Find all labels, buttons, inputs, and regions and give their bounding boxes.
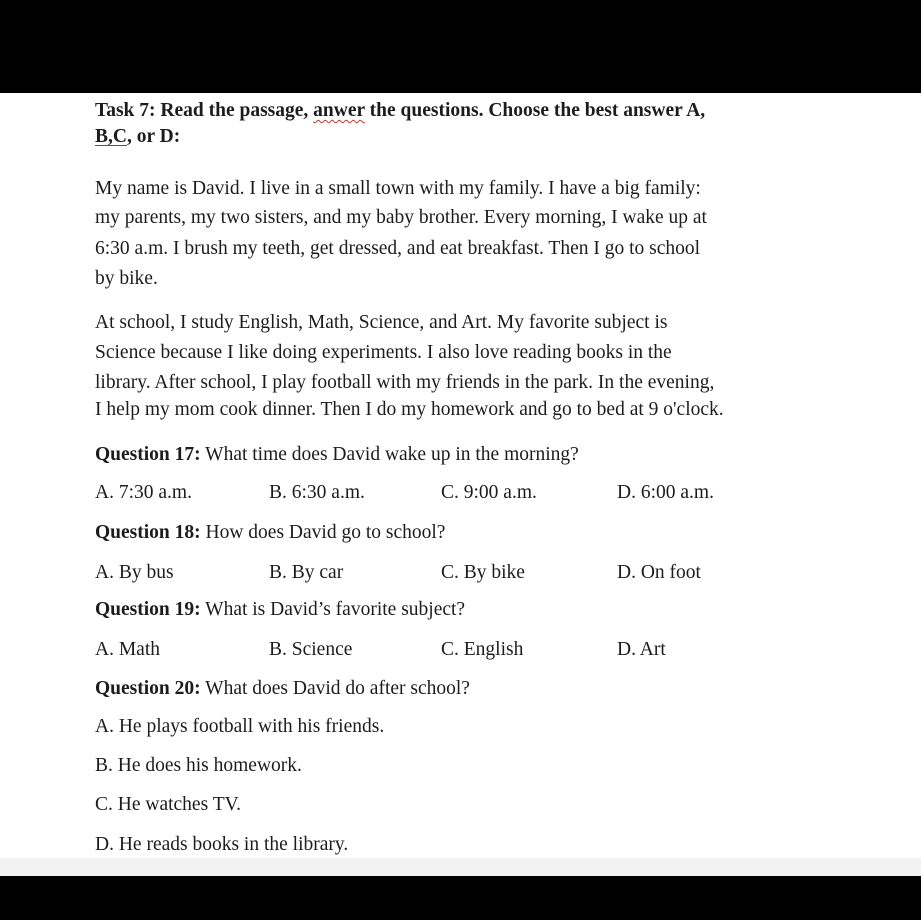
- question-19: [95, 598, 465, 622]
- q19-option-b: B. Science: [269, 639, 353, 660]
- q18-option-a: A. By bus: [95, 562, 174, 583]
- question-18: [95, 521, 445, 545]
- question-label: Question 17:: [95, 444, 201, 465]
- passage-p2-line: Science because I like doing experiments. I also love reading books in the: [95, 342, 672, 363]
- task-heading-line-1: [95, 99, 705, 123]
- question-label: Question 18:: [95, 522, 201, 543]
- page-bottom-strip: [0, 858, 921, 876]
- q19-option-a: A. Math: [95, 639, 160, 660]
- question-20: [95, 677, 470, 701]
- q20-option-c: C. He watches TV.: [95, 794, 242, 815]
- question-text: What is David’s favorite subject?: [200, 599, 466, 620]
- q18-option-d: D. On foot: [617, 562, 701, 583]
- passage-p2-line: At school, I study English, Math, Science, and Art. My favorite subject is: [95, 312, 668, 333]
- task-heading-text: Task 7: Read the passage,: [95, 100, 314, 121]
- task-heading-line-2: [95, 125, 180, 149]
- q19-option-c: C. English: [441, 639, 524, 660]
- q17-option-c: C. 9:00 a.m.: [441, 482, 537, 503]
- passage-p1-line: my parents, my two sisters, and my baby brother. Every morning, I wake up at: [95, 207, 707, 228]
- q20-option-a: A. He plays football with his friends.: [95, 716, 385, 737]
- question-text: What time does David wake up in the morning?: [200, 444, 579, 465]
- choices-underlined: B,C: [95, 126, 127, 147]
- passage-p1-line: by bike.: [95, 268, 158, 289]
- misspelled-word: anwer: [313, 100, 365, 121]
- passage-p2-line: library. After school, I play football with my friends in the park. In the evening,: [95, 372, 715, 393]
- question-17: [95, 443, 579, 467]
- q18-option-c: C. By bike: [441, 562, 525, 583]
- q17-option-d: D. 6:00 a.m.: [617, 482, 714, 503]
- question-label: Question 19:: [95, 599, 201, 620]
- question-text: What does David do after school?: [200, 678, 470, 699]
- q17-option-b: B. 6:30 a.m.: [269, 482, 365, 503]
- q18-option-b: B. By car: [269, 562, 344, 583]
- task-heading-text-cont: the questions. Choose the best answer A,: [364, 100, 706, 121]
- question-label: Question 20:: [95, 678, 201, 699]
- task-heading-tail: , or D:: [126, 126, 181, 147]
- q17-option-a: A. 7:30 a.m.: [95, 482, 192, 503]
- question-text: How does David go to school?: [200, 522, 446, 543]
- passage-p2-line: I help my mom cook dinner. Then I do my homework and go to bed at 9 o'clock.: [95, 399, 724, 420]
- passage-p1-line: 6:30 a.m. I brush my teeth, get dressed, and eat breakfast. Then I go to school: [95, 238, 701, 259]
- q20-option-b: B. He does his homework.: [95, 755, 302, 776]
- q20-option-d: D. He reads books in the library.: [95, 834, 349, 855]
- passage-p1-line: My name is David. I live in a small town with my family. I have a big family:: [95, 178, 701, 199]
- q19-option-d: D. Art: [617, 639, 666, 660]
